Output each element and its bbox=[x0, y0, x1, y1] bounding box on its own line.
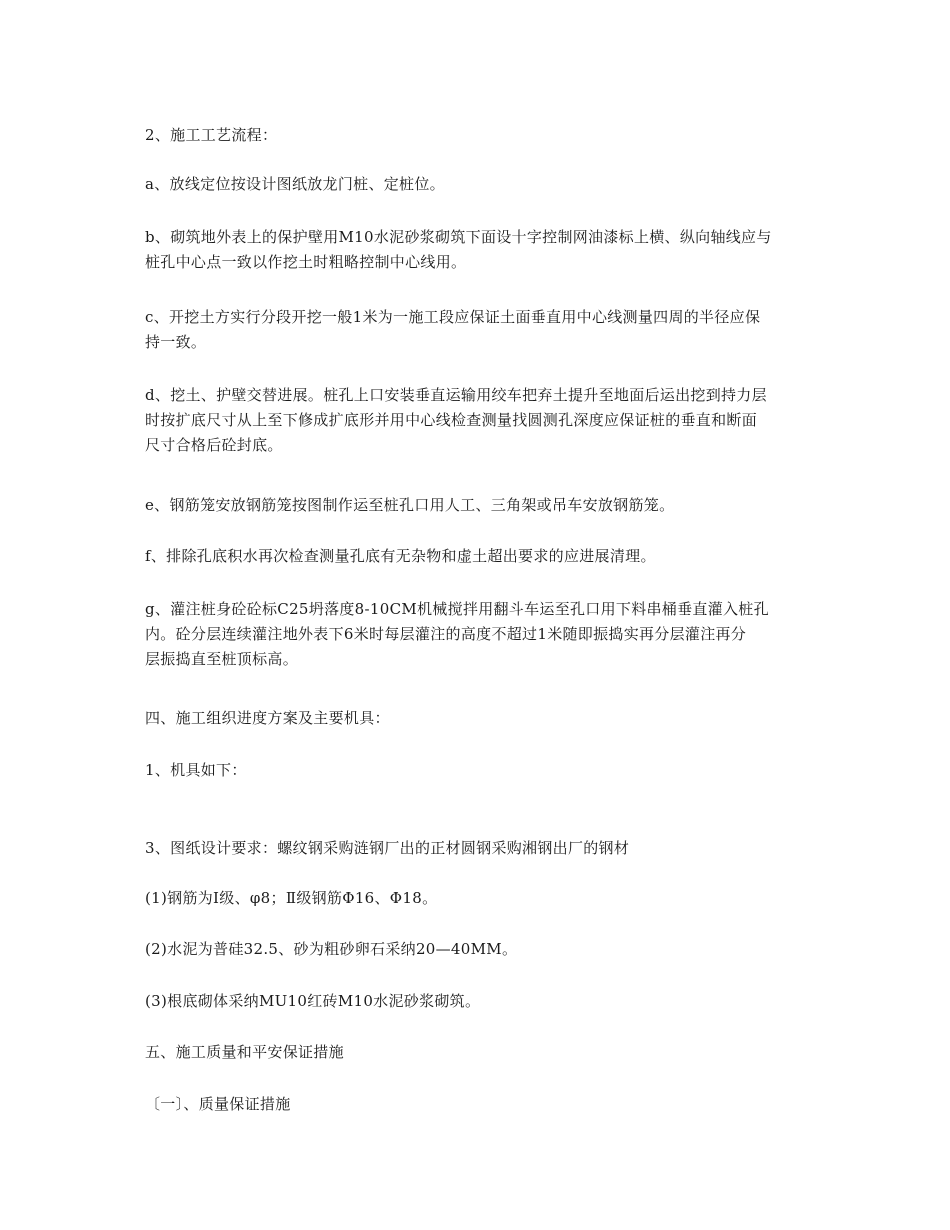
text-line: 尺寸合格后砼封底。 bbox=[145, 436, 283, 454]
text-line: d、挖土、护壁交替进展。桩孔上口安装垂直运输用绞车把弃土提升至地面后运出挖到持力层 bbox=[145, 386, 767, 404]
text-line: f、排除孔底积水再次检查测量孔底有无杂物和虚土超出要求的应进展清理。 bbox=[145, 547, 656, 565]
paragraph-step-b bbox=[145, 225, 815, 275]
text-line: (3)根底砌体采纳MU10红砖M10水泥砂浆砌筑。 bbox=[145, 992, 481, 1010]
text-line: 2、施工工艺流程： bbox=[145, 126, 278, 144]
text-line: 1、机具如下： bbox=[145, 761, 247, 779]
paragraph-step-f bbox=[145, 544, 815, 569]
text-line: 〔一〕、质量保证措施 bbox=[145, 1095, 291, 1113]
text-line: g、灌注桩身砼砼标C25坍落度8-10CM机械搅拌用翻斗车运至孔口用下料串桶垂直灌入桩孔 bbox=[145, 600, 769, 618]
paragraph-step-g bbox=[145, 597, 815, 672]
text-line: 桩孔中心点一致以作挖土时粗略控制中心线用。 bbox=[145, 253, 467, 271]
paragraph-drawing-requirements bbox=[145, 836, 815, 861]
paragraph-section-four-heading bbox=[145, 706, 815, 731]
text-line: 内。砼分层连续灌注地外表下6米时每层灌注的高度不超过1米随即振捣实再分层灌注再分 bbox=[145, 625, 747, 643]
text-line: 持一致。 bbox=[145, 333, 207, 351]
paragraph-section-five-heading bbox=[145, 1040, 815, 1065]
text-line: 3、图纸设计要求：螺纹钢采购涟钢厂出的正材圆钢采购湘钢出厂的钢材 bbox=[145, 839, 630, 857]
text-line: b、砌筑地外表上的保护壁用M10水泥砂浆砌筑下面设十字控制网油漆标上横、纵向轴线应与 bbox=[145, 228, 772, 246]
text-line: 时按扩底尺寸从上至下修成扩底形并用中心线检查测量找圆测孔深度应保证桩的垂直和断面 bbox=[145, 411, 758, 429]
paragraph-step-a bbox=[145, 172, 815, 197]
text-line: (2)水泥为普硅32.5、砂为粗砂卵石采纳20—40MM。 bbox=[145, 940, 518, 958]
text-line: (1)钢筋为Ⅰ级、φ8；Ⅱ级钢筋Φ16、Φ18。 bbox=[145, 889, 438, 907]
text-line: a、放线定位按设计图纸放龙门桩、定桩位。 bbox=[145, 175, 445, 193]
text-line: 层振捣直至桩顶标高。 bbox=[145, 650, 299, 668]
paragraph-rebar-spec bbox=[145, 886, 815, 911]
text-line: 五、施工质量和平安保证措施 bbox=[145, 1043, 344, 1061]
paragraph-quality-measures-heading bbox=[145, 1092, 815, 1117]
paragraph-masonry-spec bbox=[145, 989, 815, 1014]
paragraph-cement-spec bbox=[145, 937, 815, 962]
paragraph-step-d bbox=[145, 383, 815, 458]
paragraph-step-c bbox=[145, 305, 815, 355]
text-line: e、钢筋笼安放钢筋笼按图制作运至桩孔口用人工、三角架或吊车安放钢筋笼。 bbox=[145, 496, 675, 514]
paragraph-step-e bbox=[145, 493, 815, 518]
paragraph-tools-heading bbox=[145, 758, 815, 783]
paragraph-process-heading bbox=[145, 123, 815, 148]
text-line: c、开挖土方实行分段开挖一般1米为一施工段应保证土面垂直用中心线测量四周的半径应保 bbox=[145, 308, 761, 326]
text-line: 四、施工组织进度方案及主要机具： bbox=[145, 709, 390, 727]
